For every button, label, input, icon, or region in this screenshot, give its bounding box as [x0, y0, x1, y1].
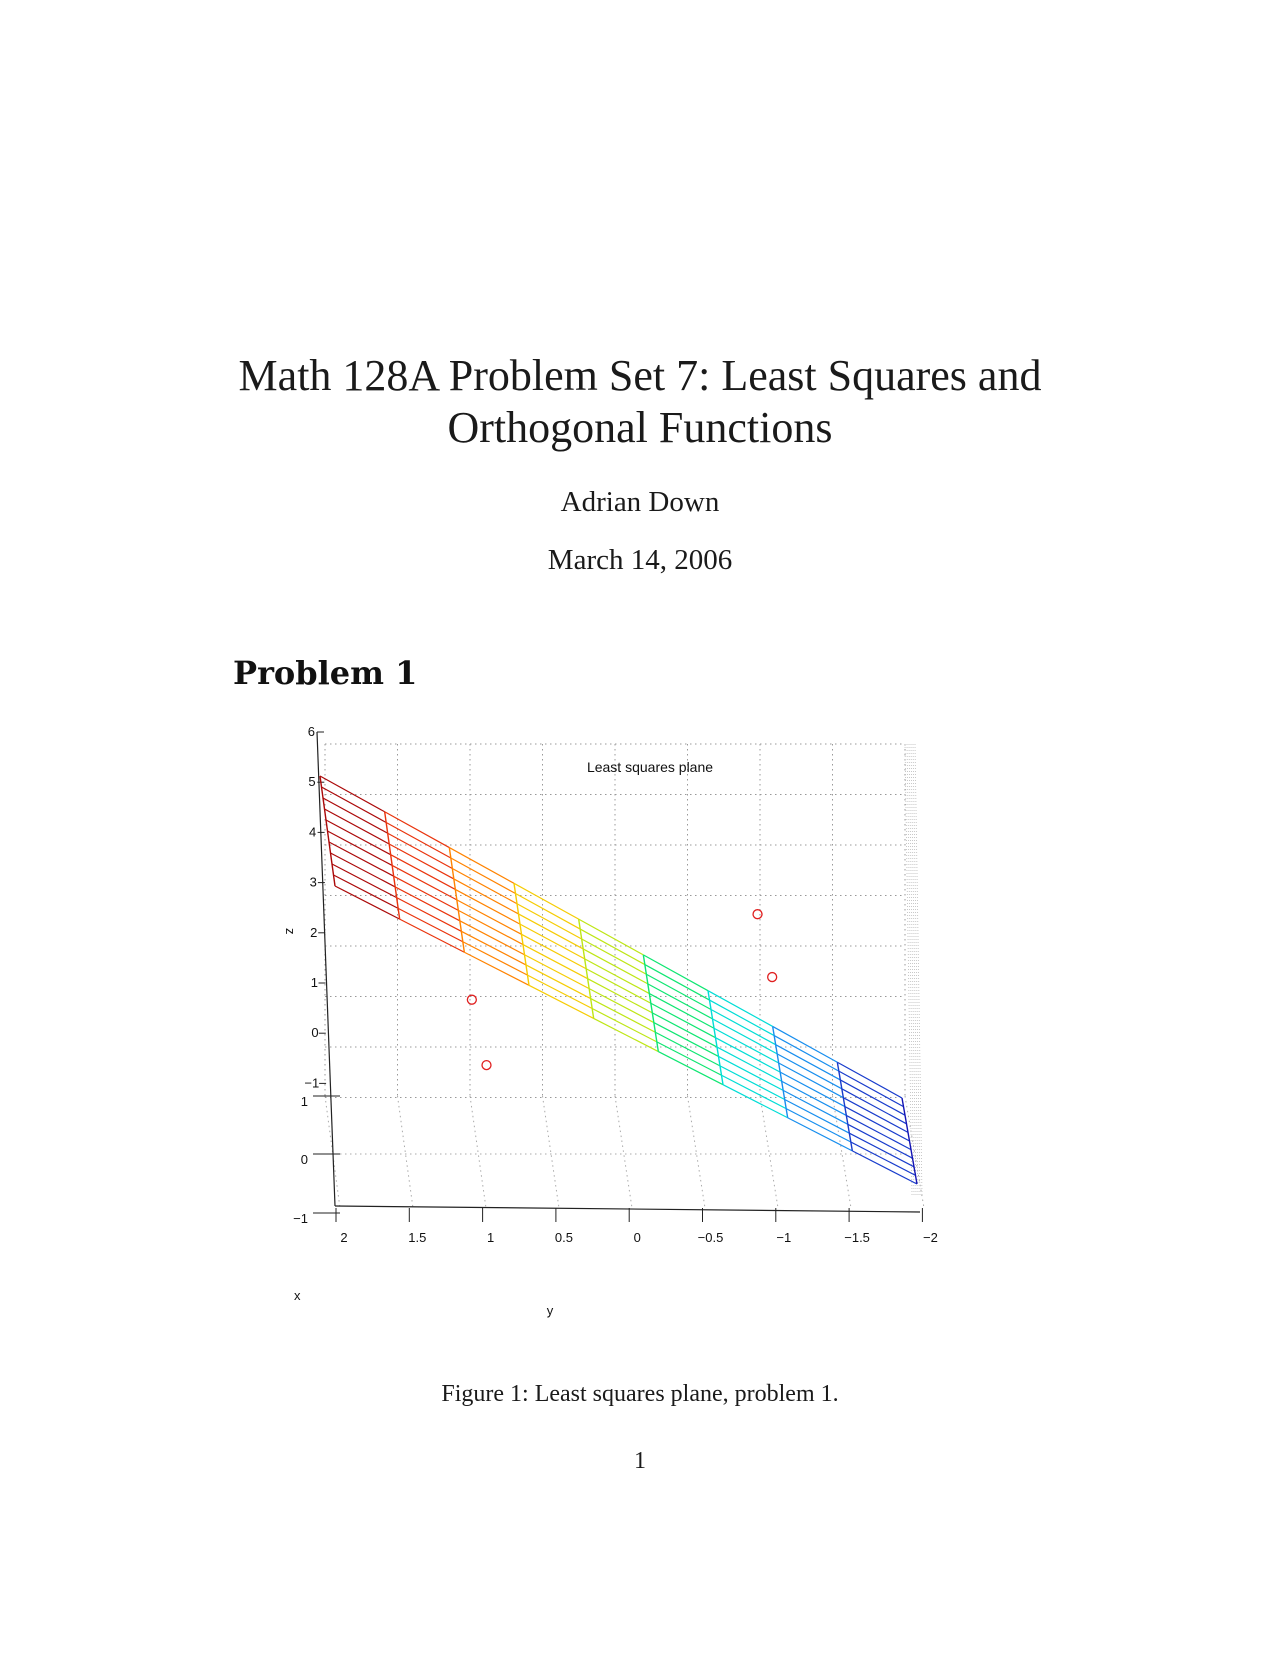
- x-tick-label: 1: [300, 1094, 308, 1109]
- mesh-line: [722, 1075, 787, 1108]
- mesh-line: [320, 776, 385, 812]
- mesh-line: [589, 989, 654, 1023]
- mesh-line: [711, 1009, 776, 1044]
- side-grid: [915, 744, 922, 1195]
- mesh-line: [517, 904, 582, 939]
- mesh-line: [646, 974, 711, 1009]
- mesh-line: [592, 1009, 657, 1042]
- title-line-1: Math 128A Problem Set 7: Least Squares and: [238, 351, 1042, 400]
- mesh-line: [326, 820, 391, 855]
- floor-grid-v: [543, 1096, 560, 1208]
- mesh-line: [332, 864, 397, 898]
- data-point-marker: [482, 1061, 491, 1070]
- mesh-line: [454, 879, 519, 914]
- mesh-cross-line: [579, 919, 594, 1018]
- mesh-line: [643, 955, 708, 991]
- side-grid: [913, 744, 920, 1195]
- mesh-line: [719, 1056, 784, 1090]
- mesh-line: [328, 831, 393, 865]
- page-number: 1: [634, 1448, 646, 1474]
- mesh-line: [516, 894, 581, 930]
- mesh-line: [520, 924, 585, 959]
- mesh-line: [335, 886, 400, 919]
- z-tick-label: 0: [311, 1025, 319, 1041]
- mesh-cross-line: [837, 1062, 852, 1151]
- mesh-line: [463, 942, 528, 975]
- mesh-line: [449, 848, 514, 884]
- mesh-line: [652, 1013, 717, 1047]
- y-tick-label: 2: [340, 1230, 348, 1245]
- mesh-line: [716, 1038, 781, 1072]
- author: Adrian Down: [560, 486, 720, 518]
- mesh-line: [322, 787, 387, 823]
- mesh-line: [658, 1052, 723, 1085]
- mesh-line: [654, 1023, 719, 1057]
- x-tick-label: −1: [293, 1211, 308, 1226]
- mesh-line: [710, 1000, 775, 1036]
- z-tick-label: −1: [304, 1075, 320, 1091]
- mesh-line: [580, 929, 645, 965]
- mesh-line: [645, 965, 710, 1001]
- section-heading: Problem 1: [233, 654, 418, 692]
- mesh-line: [522, 934, 587, 968]
- date: March 14, 2006: [547, 544, 733, 576]
- floor-grid-v: [688, 1096, 706, 1208]
- x-axis-label: x: [294, 1288, 301, 1303]
- mesh-line: [651, 1003, 716, 1037]
- y-tick-label: 1.5: [408, 1230, 427, 1245]
- mesh-cross-line: [643, 955, 658, 1052]
- mesh-line: [329, 842, 394, 876]
- y-tick-label: 1: [486, 1230, 495, 1245]
- least-squares-plot: [280, 724, 1010, 1350]
- mesh-line: [585, 959, 650, 994]
- mesh-line: [720, 1066, 785, 1100]
- mesh-line: [395, 887, 460, 921]
- mesh-line: [717, 1047, 782, 1081]
- mesh-line: [397, 898, 462, 932]
- side-grid: [911, 744, 918, 1195]
- mesh-line: [325, 809, 390, 844]
- mesh-line: [331, 853, 396, 887]
- mesh-line: [649, 994, 714, 1029]
- z-tick-label: 1: [310, 975, 318, 990]
- mesh-line: [385, 812, 450, 848]
- mesh-line: [528, 975, 593, 1008]
- mesh-line: [455, 889, 520, 924]
- mesh-line: [657, 1042, 722, 1075]
- y-axis-line: [335, 1206, 920, 1212]
- mesh-line: [519, 914, 584, 949]
- mesh-line: [386, 823, 451, 859]
- mesh-line: [514, 883, 579, 919]
- mesh-line: [394, 876, 459, 910]
- mesh-line: [452, 868, 517, 903]
- y-tick-label: −2: [922, 1230, 938, 1245]
- mesh-line: [388, 833, 453, 868]
- floor-grid-v: [760, 1096, 778, 1208]
- z-tick-label: 2: [310, 924, 318, 940]
- mesh-line: [457, 900, 522, 934]
- mesh-line: [389, 844, 454, 879]
- title-line-2: Orthogonal Functions: [447, 403, 833, 452]
- data-point-marker: [753, 910, 762, 919]
- y-tick-label: −1: [776, 1230, 792, 1245]
- document-title: [0, 350, 1280, 454]
- mesh-cross-line: [514, 883, 529, 985]
- floor-grid-v: [615, 1096, 632, 1208]
- mesh-line: [525, 955, 590, 989]
- mesh-cross-line: [708, 991, 723, 1085]
- mesh-line: [788, 1118, 853, 1151]
- plane-mesh: [320, 776, 917, 1184]
- mesh-line: [526, 965, 591, 999]
- side-grid: [907, 744, 914, 1195]
- mesh-line: [400, 919, 465, 952]
- figure-caption: Figure 1: Least squares plane, problem 1.: [441, 1381, 839, 1407]
- mesh-line: [334, 875, 399, 908]
- mesh-line: [648, 984, 713, 1019]
- mesh-line: [458, 910, 523, 944]
- mesh-line: [461, 931, 526, 965]
- x-tick-label: 0: [300, 1152, 308, 1167]
- mesh-line: [839, 1071, 904, 1107]
- mesh-line: [714, 1028, 779, 1063]
- side-grid: [909, 744, 916, 1195]
- y-tick-label: −1.5: [844, 1230, 870, 1245]
- grid-lines: [320, 744, 924, 1208]
- mesh-line: [323, 798, 388, 833]
- figure: [280, 724, 1010, 1350]
- mesh-line: [398, 908, 463, 941]
- z-axis-label: z: [283, 928, 298, 935]
- y-tick-label: −0.5: [697, 1230, 724, 1245]
- mesh-line: [785, 1100, 850, 1134]
- mesh-line: [837, 1062, 902, 1098]
- mesh-cross-line: [773, 1026, 788, 1117]
- mesh-line: [786, 1109, 851, 1142]
- mesh-line: [723, 1085, 788, 1118]
- floor-grid-v: [398, 1096, 414, 1208]
- mesh-line: [464, 952, 529, 985]
- data-point-marker: [467, 995, 476, 1004]
- mesh-line: [591, 999, 656, 1033]
- z-tick-label: 4: [308, 824, 317, 840]
- chart-title: Least squares plane: [586, 759, 714, 775]
- mesh-line: [392, 865, 457, 899]
- floor-grid-v: [470, 1096, 486, 1208]
- y-axis-label: y: [546, 1303, 554, 1318]
- z-tick-label: 5: [308, 774, 316, 790]
- mesh-line: [588, 979, 653, 1013]
- data-point-marker: [768, 973, 777, 982]
- mesh-line: [451, 858, 516, 894]
- y-tick-label: 0.5: [554, 1230, 573, 1245]
- mesh-line: [586, 969, 651, 1003]
- mesh-line: [655, 1032, 720, 1066]
- z-tick-label: 6: [307, 724, 315, 739]
- z-tick-label: 3: [309, 874, 317, 890]
- y-tick-label: 0: [633, 1230, 641, 1245]
- mesh-line: [579, 919, 644, 955]
- mesh-line: [523, 945, 588, 979]
- side-grid: [905, 744, 912, 1195]
- mesh-line: [529, 985, 594, 1018]
- mesh-line: [391, 855, 456, 890]
- mesh-line: [582, 939, 647, 974]
